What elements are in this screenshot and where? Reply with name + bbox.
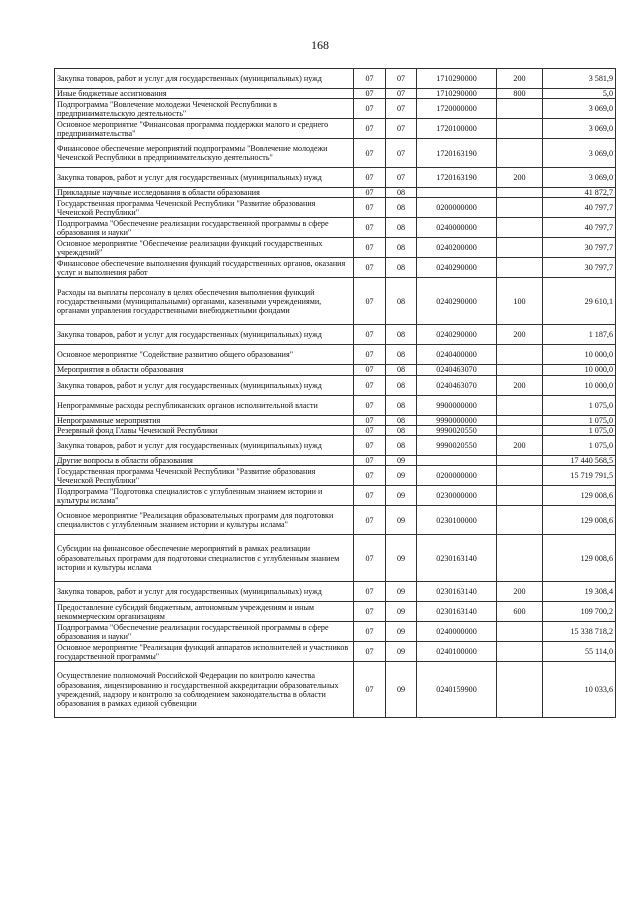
item-name: Иные бюджетные ассигнования — [55, 89, 354, 99]
expense-type-code: 200 — [497, 168, 543, 188]
expense-type-code — [497, 535, 543, 582]
item-name: Основное мероприятие "Реализация функций аппаратов исполнителей и участников государственной программы" — [55, 642, 354, 662]
expense-type-code — [497, 425, 543, 435]
amount: 29 610,1 — [543, 278, 616, 325]
section-code: 07 — [354, 345, 386, 365]
section-code: 07 — [354, 218, 386, 238]
expense-type-code — [497, 395, 543, 415]
section-code: 07 — [354, 466, 386, 486]
subsection-code: 09 — [386, 662, 417, 718]
table-row — [55, 602, 616, 622]
target-article-code: 0230163140 — [417, 535, 497, 582]
item-name: Мероприятия в области образования — [55, 365, 354, 375]
subsection-code: 09 — [386, 456, 417, 466]
table-row — [55, 415, 616, 425]
expense-type-code: 600 — [497, 602, 543, 622]
section-code: 07 — [354, 642, 386, 662]
target-article-code: 1720163190 — [417, 139, 497, 168]
target-article-code: 0230000000 — [417, 486, 497, 506]
amount: 129 008,6 — [543, 535, 616, 582]
amount: 10 000,0 — [543, 365, 616, 375]
amount: 41 872,7 — [543, 188, 616, 198]
target-article-code: 1720000000 — [417, 99, 497, 119]
amount: 10 000,0 — [543, 345, 616, 365]
subsection-code: 08 — [386, 238, 417, 258]
amount: 30 797,7 — [543, 238, 616, 258]
item-name: Резервный фонд Главы Чеченской Республики — [55, 425, 354, 435]
table-row — [55, 642, 616, 662]
amount: 5,0 — [543, 89, 616, 99]
table-row — [55, 436, 616, 456]
subsection-code: 08 — [386, 375, 417, 395]
amount: 1 187,6 — [543, 325, 616, 345]
subsection-code: 07 — [386, 119, 417, 139]
table-row — [55, 238, 616, 258]
section-code: 07 — [354, 375, 386, 395]
subsection-code: 08 — [386, 395, 417, 415]
item-name: Основное мероприятие "Обеспечение реализации функций государственных учреждений" — [55, 238, 354, 258]
amount: 10 000,0 — [543, 375, 616, 395]
amount: 40 797,7 — [543, 218, 616, 238]
subsection-code: 07 — [386, 99, 417, 119]
subsection-code: 08 — [386, 278, 417, 325]
target-article-code: 0200000000 — [417, 198, 497, 218]
subsection-code: 09 — [386, 535, 417, 582]
subsection-code: 08 — [386, 415, 417, 425]
amount: 3 069,0 — [543, 99, 616, 119]
subsection-code: 08 — [386, 218, 417, 238]
section-code: 07 — [354, 622, 386, 642]
target-article-code: 0240100000 — [417, 642, 497, 662]
expense-type-code — [497, 238, 543, 258]
target-article-code: 1720163190 — [417, 168, 497, 188]
section-code: 07 — [354, 168, 386, 188]
table-row — [55, 345, 616, 365]
item-name: Непрограммные мероприятия — [55, 415, 354, 425]
amount: 19 308,4 — [543, 582, 616, 602]
target-article-code: 0240200000 — [417, 238, 497, 258]
item-name: Государственная программа Чеченской Республики "Развитие образования Чеченской Республики" — [55, 198, 354, 218]
amount: 1 075,0 — [543, 425, 616, 435]
section-code: 07 — [354, 278, 386, 325]
target-article-code: 0240290000 — [417, 258, 497, 278]
target-article-code: 9990020550 — [417, 436, 497, 456]
table-row — [55, 89, 616, 99]
item-name: Прикладные научные исследования в области образования — [55, 188, 354, 198]
section-code: 07 — [354, 436, 386, 456]
target-article-code: 0200000000 — [417, 466, 497, 486]
page-number: 168 — [311, 38, 329, 52]
expense-type-code — [497, 188, 543, 198]
target-article-code: 0240463070 — [417, 375, 497, 395]
section-code: 07 — [354, 395, 386, 415]
item-name: Финансовое обеспечение выполнения функций государственных органов, оказания услуг и выполнения работ — [55, 258, 354, 278]
subsection-code: 09 — [386, 602, 417, 622]
target-article-code: 9900000000 — [417, 395, 497, 415]
expense-type-code — [497, 506, 543, 535]
subsection-code: 08 — [386, 325, 417, 345]
amount: 109 700,2 — [543, 602, 616, 622]
amount: 129 008,6 — [543, 506, 616, 535]
item-name: Финансовое обеспечение мероприятий подпрограммы "Вовлечение молодежи Чеченской Республики в предпринимательскую деятельность" — [55, 139, 354, 168]
subsection-code: 07 — [386, 139, 417, 168]
expense-type-code: 200 — [497, 325, 543, 345]
section-code: 07 — [354, 365, 386, 375]
expense-type-code — [497, 662, 543, 718]
item-name: Основное мероприятие "Финансовая программа поддержки малого и среднего предпринимательства" — [55, 119, 354, 139]
subsection-code: 08 — [386, 425, 417, 435]
amount: 3 069,0 — [543, 119, 616, 139]
section-code: 07 — [354, 456, 386, 466]
subsection-code: 09 — [386, 486, 417, 506]
table-row — [55, 69, 616, 89]
section-code: 07 — [354, 188, 386, 198]
table-row — [55, 198, 616, 218]
expense-type-code: 200 — [497, 436, 543, 456]
item-name: Субсидии на финансовое обеспечение мероприятий в рамках реализации образовательных программ для подготовки специалистов с углубленным знанием истории и культуры ислама — [55, 535, 354, 582]
section-code: 07 — [354, 99, 386, 119]
expense-type-code — [497, 218, 543, 238]
expense-type-code — [497, 258, 543, 278]
expense-type-code — [497, 466, 543, 486]
expense-type-code: 200 — [497, 582, 543, 602]
table-row — [55, 535, 616, 582]
item-name: Закупка товаров, работ и услуг для государственных (муниципальных) нужд — [55, 325, 354, 345]
section-code: 07 — [354, 662, 386, 718]
subsection-code: 08 — [386, 365, 417, 375]
item-name: Закупка товаров, работ и услуг для государственных (муниципальных) нужд — [55, 436, 354, 456]
section-code: 07 — [354, 89, 386, 99]
target-article-code: 0230100000 — [417, 506, 497, 535]
section-code: 07 — [354, 425, 386, 435]
section-code: 07 — [354, 69, 386, 89]
amount: 40 797,7 — [543, 198, 616, 218]
section-code: 07 — [354, 506, 386, 535]
table-row — [55, 99, 616, 119]
target-article-code: 0240400000 — [417, 345, 497, 365]
table-row — [55, 258, 616, 278]
target-article-code: 0240463070 — [417, 365, 497, 375]
section-code: 07 — [354, 325, 386, 345]
amount: 1 075,0 — [543, 395, 616, 415]
subsection-code: 07 — [386, 168, 417, 188]
item-name: Подпрограмма "Вовлечение молодежи Чеченской Республики в предпринимательскую деятельность" — [55, 99, 354, 119]
table-row — [55, 466, 616, 486]
amount: 15 719 791,5 — [543, 466, 616, 486]
target-article-code — [417, 456, 497, 466]
expense-type-code — [497, 622, 543, 642]
table-row — [55, 425, 616, 435]
amount: 17 440 568,5 — [543, 456, 616, 466]
item-name: Закупка товаров, работ и услуг для государственных (муниципальных) нужд — [55, 168, 354, 188]
amount: 3 069,0 — [543, 139, 616, 168]
item-name: Осуществление полномочий Российской Федерации по контролю качества образования, лицензированию и государственной аккредитации образовательных учреждений, надзору и контролю за соблюдением законодательства в области образования в рамках единой субвенции — [55, 662, 354, 718]
item-name: Непрограммные расходы республиканских органов исполнительной власти — [55, 395, 354, 415]
section-code: 07 — [354, 139, 386, 168]
item-name: Подпрограмма "Обеспечение реализации государственной программы в сфере образования и науки" — [55, 622, 354, 642]
budget-table — [54, 68, 616, 718]
budget-table-body — [55, 69, 616, 718]
item-name: Закупка товаров, работ и услуг для государственных (муниципальных) нужд — [55, 582, 354, 602]
target-article-code: 9990020550 — [417, 425, 497, 435]
subsection-code: 08 — [386, 345, 417, 365]
subsection-code: 08 — [386, 198, 417, 218]
subsection-code: 09 — [386, 506, 417, 535]
section-code: 07 — [354, 198, 386, 218]
table-row — [55, 325, 616, 345]
item-name: Закупка товаров, работ и услуг для государственных (муниципальных) нужд — [55, 375, 354, 395]
expense-type-code — [497, 415, 543, 425]
amount: 15 338 718,2 — [543, 622, 616, 642]
expense-type-code: 800 — [497, 89, 543, 99]
table-row — [55, 119, 616, 139]
expense-type-code — [497, 642, 543, 662]
amount: 1 075,0 — [543, 436, 616, 456]
target-article-code: 0240000000 — [417, 218, 497, 238]
table-row — [55, 188, 616, 198]
section-code: 07 — [354, 238, 386, 258]
target-article-code: 0230163140 — [417, 582, 497, 602]
section-code: 07 — [354, 535, 386, 582]
item-name: Основное мероприятие "Содействие развитию общего образования" — [55, 345, 354, 365]
table-row — [55, 278, 616, 325]
expense-type-code — [497, 345, 543, 365]
amount: 129 008,6 — [543, 486, 616, 506]
expense-type-code — [497, 99, 543, 119]
target-article-code: 1710290000 — [417, 89, 497, 99]
target-article-code: 0240290000 — [417, 325, 497, 345]
table-row — [55, 582, 616, 602]
item-name: Закупка товаров, работ и услуг для государственных (муниципальных) нужд — [55, 69, 354, 89]
amount: 3 581,9 — [543, 69, 616, 89]
item-name: Государственная программа Чеченской Республики "Развитие образования Чеченской Республики" — [55, 466, 354, 486]
target-article-code: 9990000000 — [417, 415, 497, 425]
subsection-code: 09 — [386, 466, 417, 486]
expense-type-code — [497, 365, 543, 375]
amount: 55 114,0 — [543, 642, 616, 662]
table-row — [55, 395, 616, 415]
subsection-code: 09 — [386, 642, 417, 662]
expense-type-code — [497, 198, 543, 218]
expense-type-code: 200 — [497, 375, 543, 395]
subsection-code: 07 — [386, 89, 417, 99]
section-code: 07 — [354, 602, 386, 622]
item-name: Предоставление субсидий бюджетным, автономным учреждениям и иным некоммерческим организациям — [55, 602, 354, 622]
table-row — [55, 375, 616, 395]
table-row — [55, 168, 616, 188]
amount: 3 069,0 — [543, 168, 616, 188]
target-article-code: 0240159900 — [417, 662, 497, 718]
item-name: Другие вопросы в области образования — [55, 456, 354, 466]
expense-type-code — [497, 486, 543, 506]
target-article-code: 0230163140 — [417, 602, 497, 622]
item-name: Подпрограмма "Подготовка специалистов с углубленным знанием истории и культуры ислама" — [55, 486, 354, 506]
amount: 1 075,0 — [543, 415, 616, 425]
subsection-code: 07 — [386, 69, 417, 89]
section-code: 07 — [354, 415, 386, 425]
target-article-code: 1710290000 — [417, 69, 497, 89]
section-code: 07 — [354, 119, 386, 139]
subsection-code: 09 — [386, 622, 417, 642]
expense-type-code: 100 — [497, 278, 543, 325]
table-row — [55, 139, 616, 168]
table-row — [55, 218, 616, 238]
table-row — [55, 486, 616, 506]
subsection-code: 08 — [386, 436, 417, 456]
item-name: Подпрограмма "Обеспечение реализации государственной программы в сфере образования и науки" — [55, 218, 354, 238]
expense-type-code — [497, 139, 543, 168]
expense-type-code — [497, 119, 543, 139]
item-name: Расходы на выплаты персоналу в целях обеспечения выполнения функций государственными (муниципальными) органами, казенными учреждениями, органами управления государственными внебюджетными фондами — [55, 278, 354, 325]
amount: 30 797,7 — [543, 258, 616, 278]
expense-type-code: 200 — [497, 69, 543, 89]
table-row — [55, 506, 616, 535]
target-article-code — [417, 188, 497, 198]
subsection-code: 08 — [386, 258, 417, 278]
section-code: 07 — [354, 486, 386, 506]
target-article-code: 0240000000 — [417, 622, 497, 642]
table-row — [55, 662, 616, 718]
target-article-code: 0240290000 — [417, 278, 497, 325]
target-article-code: 1720100000 — [417, 119, 497, 139]
table-row — [55, 456, 616, 466]
subsection-code: 09 — [386, 582, 417, 602]
table-row — [55, 622, 616, 642]
section-code: 07 — [354, 582, 386, 602]
table-row — [55, 365, 616, 375]
subsection-code: 08 — [386, 188, 417, 198]
item-name: Основное мероприятие "Реализация образовательных программ для подготовки специалистов с углубленным знанием истории и культуры ислама" — [55, 506, 354, 535]
expense-type-code — [497, 456, 543, 466]
section-code: 07 — [354, 258, 386, 278]
amount: 10 033,6 — [543, 662, 616, 718]
